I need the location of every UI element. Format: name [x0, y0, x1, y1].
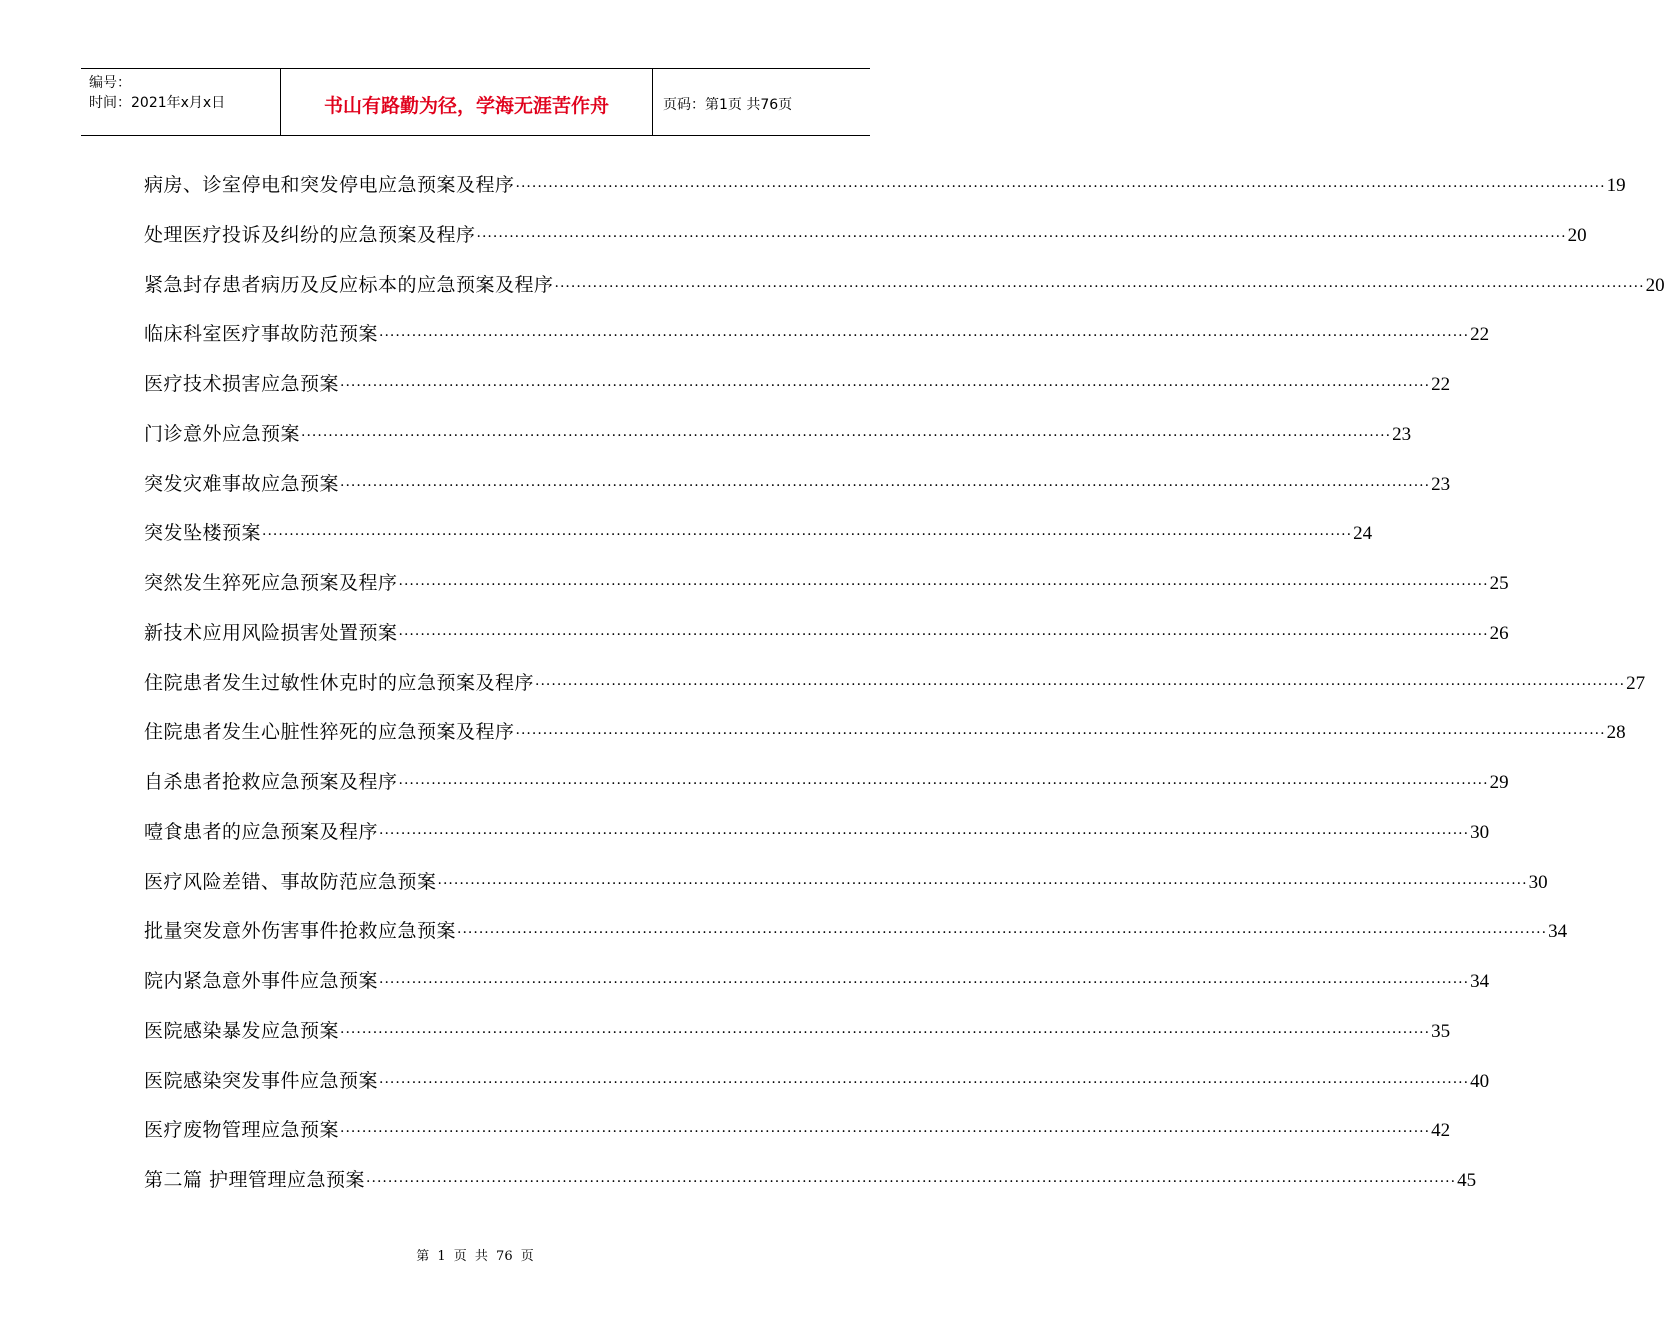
toc-entry-page: 28 — [1606, 722, 1626, 744]
toc-entry — [144, 464, 1451, 514]
toc-entry-page: 35 — [1431, 1020, 1451, 1042]
toc-entry-page: 34 — [1470, 971, 1490, 992]
toc-entry-page: 26 — [1489, 622, 1509, 644]
toc-entry — [144, 961, 1490, 1011]
toc-entry-title: 突发灾难事故应急预案 — [144, 472, 340, 495]
toc-entry-page: 27 — [1626, 672, 1646, 694]
toc-entry-title: 突发坠楼预案 — [144, 522, 262, 545]
toc-entry-page: 19 — [1606, 175, 1626, 196]
toc-entry — [144, 1011, 1451, 1061]
toc-entry-title: 医疗技术损害应急预案 — [144, 373, 340, 395]
toc-entry — [144, 215, 1587, 265]
toc-entry-title: 紧急封存患者病历及反应标本的应急预案及程序 — [144, 273, 554, 296]
toc-entry-leader: ········································································································································································································ — [398, 626, 1489, 643]
toc-entry-title: 医院感染突发事件应急预案 — [144, 1069, 379, 1092]
toc-entry — [144, 1110, 1451, 1160]
table-of-contents — [144, 165, 1665, 1210]
toc-entry — [144, 613, 1509, 663]
toc-entry — [144, 165, 1626, 215]
toc-entry-leader: ········································································································································································································ — [535, 676, 1626, 693]
toc-entry-leader: ········································································································································································································ — [340, 378, 1431, 394]
toc-entry — [144, 812, 1490, 862]
toc-entry-page: 23 — [1431, 473, 1451, 495]
toc-entry-title: 噎食患者的应急预案及程序 — [144, 820, 379, 843]
toc-entry — [144, 364, 1451, 414]
toc-entry-page: 30 — [1470, 821, 1490, 843]
toc-entry-title: 处理医疗投诉及纠纷的应急预案及程序 — [144, 223, 476, 246]
toc-entry — [144, 563, 1509, 613]
toc-entry — [144, 911, 1568, 961]
toc-entry-page: 20 — [1567, 224, 1587, 246]
toc-entry-page: 34 — [1548, 921, 1568, 943]
toc-entry-page: 30 — [1528, 871, 1548, 893]
toc-entry — [144, 414, 1412, 464]
toc-entry — [144, 1061, 1490, 1111]
toc-entry-leader: ········································································································································································································ — [340, 477, 1431, 494]
toc-entry — [144, 1160, 1477, 1210]
toc-entry-page: 42 — [1431, 1120, 1451, 1142]
toc-entry-title: 住院患者发生过敏性休克时的应急预案及程序 — [144, 671, 535, 694]
page-footer: 第 1 页 共 76 页 — [416, 1249, 534, 1264]
toc-entry — [144, 712, 1626, 762]
toc-entry-title: 突然发生猝死应急预案及程序 — [144, 572, 398, 594]
toc-entry-leader: ········································································································································································································ — [340, 1124, 1431, 1141]
toc-entry-page: 40 — [1470, 1070, 1490, 1092]
toc-entry-leader: ········································································································································································································ — [398, 577, 1489, 593]
toc-entry-leader: ········································································································································································································ — [379, 1074, 1470, 1091]
toc-entry-title: 第二篇 护理管理应急预案 — [144, 1169, 366, 1191]
toc-entry-leader: ········································································································································································································ — [262, 527, 1353, 544]
toc-entry-page: 29 — [1489, 772, 1509, 793]
toc-entry-title: 临床科室医疗事故防范预案 — [144, 323, 379, 346]
header-date-label: 时间：2021年x月x日 — [89, 95, 226, 111]
toc-entry — [144, 513, 1373, 563]
toc-entry-leader: ········································································································································································································ — [379, 328, 1470, 345]
toc-entry-title: 新技术应用风险损害处置预案 — [144, 621, 398, 644]
toc-entry-leader: ········································································································································································································ — [366, 1174, 1457, 1190]
header-motto: 书山有路勤为径，学海无涯苦作舟 — [281, 69, 653, 135]
toc-entry-leader: ········································································································································································································ — [437, 875, 1528, 892]
toc-entry-page: 23 — [1392, 423, 1412, 445]
toc-entry — [144, 663, 1646, 713]
page-header — [81, 68, 870, 136]
toc-entry-title: 医疗风险差错、事故防范应急预案 — [144, 870, 437, 893]
toc-entry-page: 22 — [1470, 324, 1490, 346]
toc-entry-title: 院内紧急意外事件应急预案 — [144, 970, 379, 992]
toc-entry-page: 20 — [1645, 274, 1665, 296]
toc-entry-leader: ········································································································································································································ — [554, 278, 1645, 295]
toc-entry-title: 住院患者发生心脏性猝死的应急预案及程序 — [144, 721, 515, 744]
toc-entry-title: 医疗废物管理应急预案 — [144, 1119, 340, 1142]
toc-entry-title: 医院感染暴发应急预案 — [144, 1019, 340, 1042]
toc-entry-title: 批量突发意外伤害事件抢救应急预案 — [144, 920, 457, 943]
toc-entry-title: 门诊意外应急预案 — [144, 422, 301, 445]
header-page-info: 页码：第1页 共76页 — [663, 97, 793, 113]
toc-entry-leader: ········································································································································································································ — [340, 1024, 1431, 1041]
toc-entry-leader: ········································································································································································································ — [515, 726, 1606, 743]
header-meta — [81, 69, 281, 135]
toc-entry-leader: ········································································································································································································ — [457, 925, 1548, 942]
toc-entry-leader: ········································································································································································································ — [379, 975, 1470, 991]
toc-entry — [144, 265, 1665, 315]
toc-entry-title: 自杀患者抢救应急预案及程序 — [144, 771, 398, 793]
toc-entry — [144, 862, 1548, 912]
toc-entry-leader: ········································································································································································································ — [476, 228, 1567, 245]
toc-entry-leader: ········································································································································································································ — [515, 179, 1606, 195]
header-number-label: 编号： — [89, 75, 131, 91]
toc-entry-leader: ········································································································································································································ — [379, 825, 1470, 842]
toc-entry-page: 24 — [1353, 523, 1373, 545]
toc-entry-title: 病房、诊室停电和突发停电应急预案及程序 — [144, 174, 515, 196]
toc-entry-page: 25 — [1489, 573, 1509, 594]
toc-entry-page: 45 — [1457, 1170, 1477, 1191]
toc-entry-page: 22 — [1431, 374, 1451, 395]
toc-entry-leader: ········································································································································································································ — [398, 776, 1489, 792]
toc-entry — [144, 762, 1509, 812]
toc-entry-leader: ········································································································································································································ — [301, 427, 1392, 444]
toc-entry — [144, 314, 1490, 364]
